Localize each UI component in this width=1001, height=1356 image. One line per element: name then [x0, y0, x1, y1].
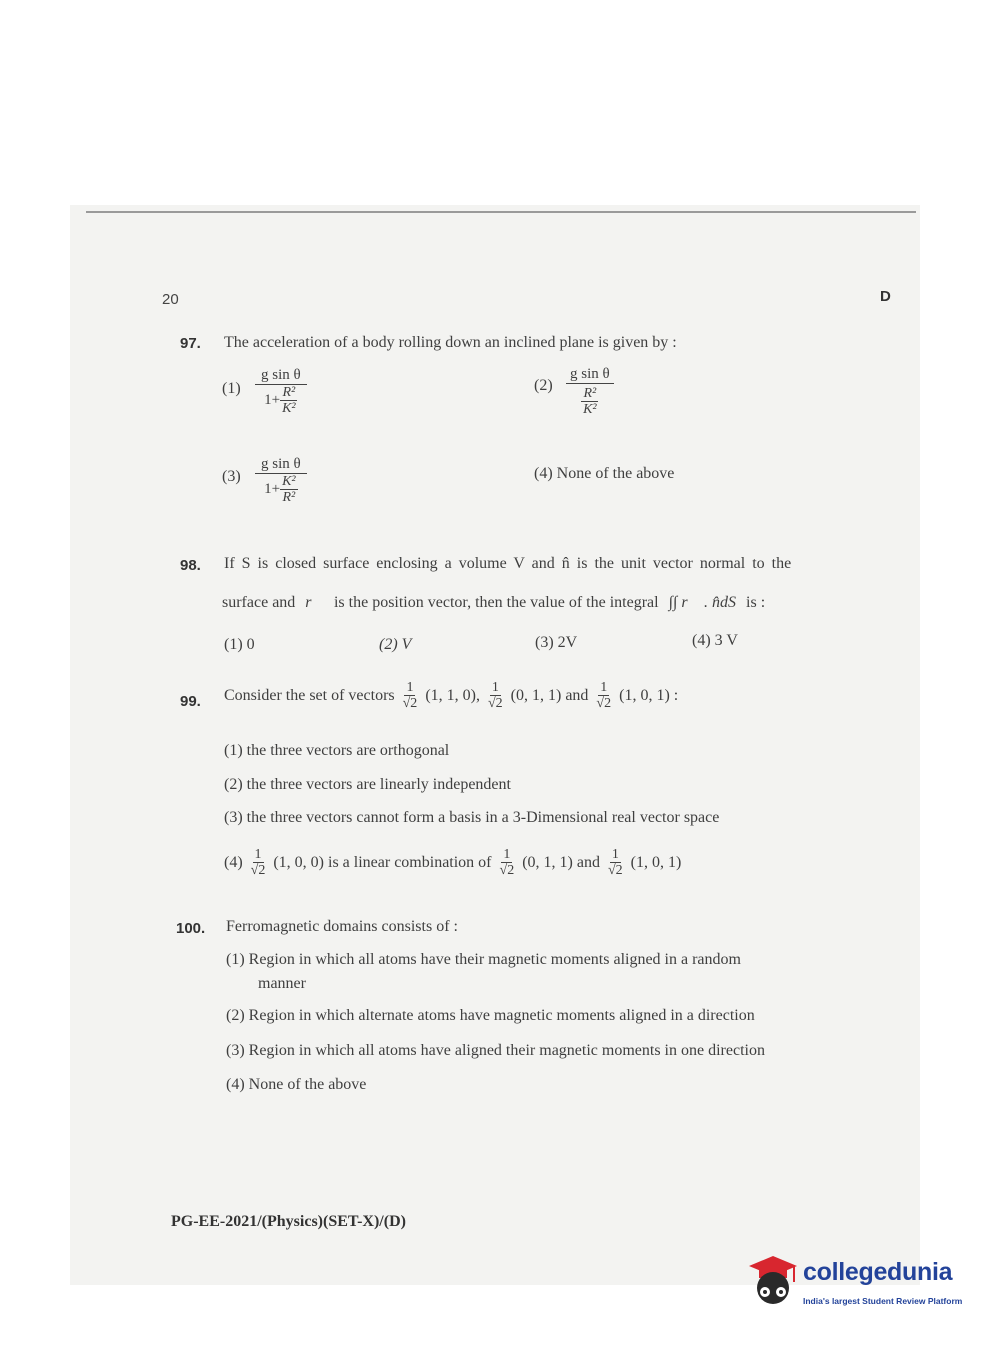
- question-99-text: Consider the set of vectors $\frac{1}{√2}$ (1, 1, 0), $\frac{1}{√2}$ (0, 1, 1) and $\frac{1}{√2}$ (1, 0, 1) :: [224, 680, 679, 712]
- one-over-root-two: $\frac{1}{√2}$: [250, 847, 266, 879]
- graduate-mascot-icon: [745, 1252, 801, 1316]
- q97-option-2-label: (2): [534, 377, 553, 394]
- q99-option-3: (3) the three vectors cannot form a basis in a 3-Dimensional real vector space: [224, 809, 720, 826]
- q100-option-1-continued: manner: [258, 975, 306, 992]
- one-over-root-two: $\frac{1}{√2}$: [499, 847, 515, 879]
- q97-option-1-formula: g sin θ 1+ $\frac{\text{R²}}{\text{K²}}$: [255, 367, 307, 416]
- one-over-root-two: $\frac{1}{√2}$: [487, 680, 503, 712]
- q99-option-2: (2) the three vectors are linearly independent: [224, 776, 511, 793]
- q100-option-3: (3) Region in which all atoms have aligned their magnetic moments in one direction: [226, 1042, 765, 1059]
- q97-option-3-formula: g sin θ 1+ $\frac{\text{K²}}{\text{R²}}$: [255, 456, 307, 505]
- q100-option-2: (2) Region in which alternate atoms have magnetic moments aligned in a direction: [226, 1007, 755, 1024]
- q97-option-1-label: (1): [222, 380, 241, 397]
- q97-option-3-label: (3): [222, 468, 241, 485]
- question-97-text: The acceleration of a body rolling down an inclined plane is given by :: [224, 334, 677, 351]
- question-98-line-1: If S is closed surface enclosing a volume V and n̂ is the unit vector normal to the: [224, 555, 792, 572]
- paper-code-footer: PG-EE-2021/(Physics)(SET-X)/(D): [171, 1213, 406, 1230]
- q97-option-4: (4) None of the above: [534, 465, 675, 482]
- q98-option-4: (4) 3 V: [692, 632, 738, 649]
- q100-option-4: (4) None of the above: [226, 1076, 367, 1093]
- question-98-line-2: surface and r⃗ is the position vector, then the value of the integral ∫∫ r⃗ . n̂dS is :: [222, 594, 766, 611]
- question-number-97: 97.: [180, 335, 201, 352]
- logo-tagline: India's largest Student Review Platform: [803, 1296, 963, 1306]
- q98-option-1: (1) 0: [224, 636, 255, 653]
- question-number-98: 98.: [180, 557, 201, 574]
- top-rule: [86, 211, 916, 213]
- one-over-root-two: $\frac{1}{√2}$: [607, 847, 623, 879]
- logo-wordmark: collegedunia: [803, 1258, 953, 1286]
- page-number: 20: [162, 291, 179, 308]
- set-letter: D: [880, 288, 891, 305]
- question-100-text: Ferromagnetic domains consists of :: [226, 918, 458, 935]
- q99-option-4: (4) $\frac{1}{√2}$ (1, 0, 0) is a linear combination of $\frac{1}{√2}$ (0, 1, 1) and $\frac{1}{√2}$ (1, 0, 1): [224, 847, 682, 879]
- question-number-100: 100.: [176, 920, 206, 937]
- q100-option-1: (1) Region in which all atoms have their magnetic moments aligned in a random: [226, 951, 741, 968]
- one-over-root-two: $\frac{1}{√2}$: [596, 680, 612, 712]
- collegedunia-logo[interactable]: [745, 1252, 975, 1316]
- q98-option-3: (3) 2V: [535, 634, 578, 651]
- one-over-root-two: $\frac{1}{√2}$: [402, 680, 418, 712]
- question-number-99: 99.: [180, 693, 201, 710]
- q98-option-2: (2) V: [379, 636, 412, 653]
- q97-option-2-formula: $\frac{\text{g sin θ}}{\frac{\text{R²}}{\text{K²}}}$: [566, 366, 614, 417]
- scanned-page: [70, 205, 920, 1285]
- q99-option-1: (1) the three vectors are orthogonal: [224, 742, 450, 759]
